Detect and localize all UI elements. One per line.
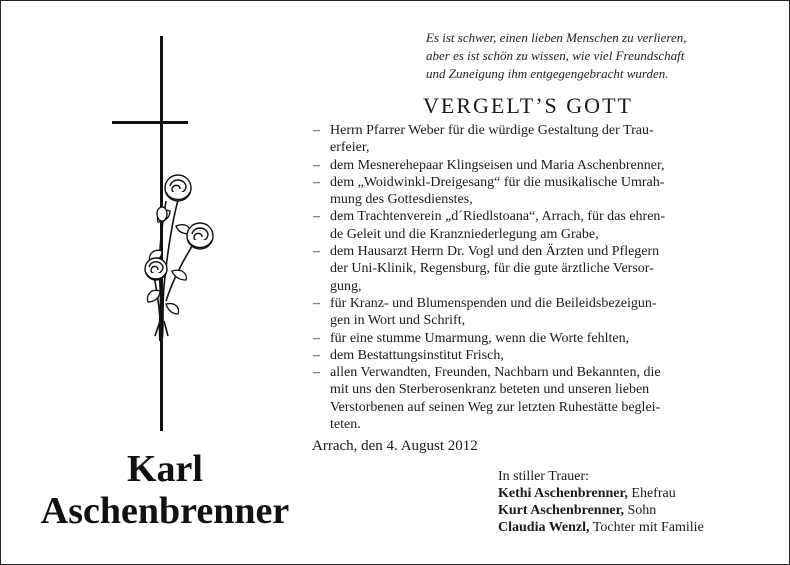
thanks-item-line: mung des Gottesdienstes, [330,192,473,208]
thanks-item [312,243,758,295]
thanks-list [312,122,758,433]
thanks-item-line: für Kranz- und Blumenspenden und die Beileidsbezeigun- [330,295,657,311]
place-date: Arrach, den 4. August 2012 [312,438,478,454]
thanks-item-line: mit uns den Sterberosenkranz beteten und unseren lieben [330,382,650,398]
thanks-item-line: gung, [330,278,362,294]
list-dash: – [313,347,320,363]
thanks-item-line: der Uni-Klinik, Regensburg, für die gute ärztliche Versor- [330,261,654,277]
list-dash: – [313,244,320,260]
thanks-item-line: erfeier, [330,140,370,156]
thanks-item [312,347,758,364]
quote-line: Es ist schwer, einen lieben Menschen zu verlieren, [426,30,687,45]
list-dash: – [313,157,320,173]
mourning-block [498,468,778,536]
mourner-name: Kurt Aschenbrenner, [498,503,625,518]
deceased-name [20,448,310,532]
thanks-item-line: dem Trachtenverein „d´Riedlstoana“, Arrach, für das ehren- [330,209,666,225]
thanks-item [312,364,758,433]
thanks-item [312,330,758,347]
thanks-item-line: dem „Woidwinkl-Dreigesang“ für die musikalische Umrah- [330,174,665,190]
mourning-intro: In stiller Trauer: [498,469,589,484]
mourner-row [498,485,778,502]
cross-with-roses-icon [100,36,230,431]
list-dash: – [313,365,320,381]
thanks-item [312,208,758,243]
mourner-relation: Sohn [624,503,657,518]
mourner-name: Kethi Aschenbrenner, [498,486,628,501]
thanks-item [312,157,758,174]
list-dash: – [313,330,320,346]
thanks-item [312,122,758,157]
mourner-name: Claudia Wenzl, [498,520,590,535]
thanks-item-line: teten. [330,417,361,433]
thanks-item-line: Verstorbenen auf seinen Weg zur letzten Ruhestätte beglei- [330,399,661,415]
thanks-item-line: dem Bestattungsinstitut Frisch, [330,347,504,363]
mourner-relation: Tochter mit Familie [589,520,704,535]
thanks-item-line: de Geleit und die Kranzniederlegung am Grabe, [330,226,599,242]
thanks-item [312,174,758,209]
deceased-last-name: Aschenbrenner [40,490,290,532]
thanks-item-line: allen Verwandten, Freunden, Nachbarn und Bekannten, die [330,365,661,381]
list-dash: – [313,174,320,190]
thanks-item-line: gen in Wort und Schrift, [330,313,466,329]
mourner-row [498,502,778,519]
thanks-item-line: für eine stumme Umarmung, wenn die Worte fehlten, [330,330,630,346]
list-dash: – [313,123,320,138]
thanks-item-line: Herrn Pfarrer Weber für die würdige Gestaltung der Trau- [330,123,654,138]
quote-line: und Zuneigung ihm entgegengebracht wurden. [426,66,669,81]
memorial-quote [426,29,766,83]
thanks-item-line: dem Hausarzt Herrn Dr. Vogl und den Ärzten und Pflegern [330,244,660,260]
heading-vergelts-gott: VERGELT’S GOTT [423,93,633,118]
mourner-row [498,519,778,536]
list-dash: – [313,295,320,311]
list-dash: – [313,209,320,225]
quote-line: aber es ist schön zu wissen, wie viel Freundschaft [426,48,685,63]
thanks-item-line: dem Mesnerehepaar Klingseisen und Maria Aschenbrenner, [330,157,665,173]
mourner-relation: Ehefrau [627,486,676,501]
deceased-first-name: Karl [127,448,203,490]
thanks-item [312,295,758,330]
